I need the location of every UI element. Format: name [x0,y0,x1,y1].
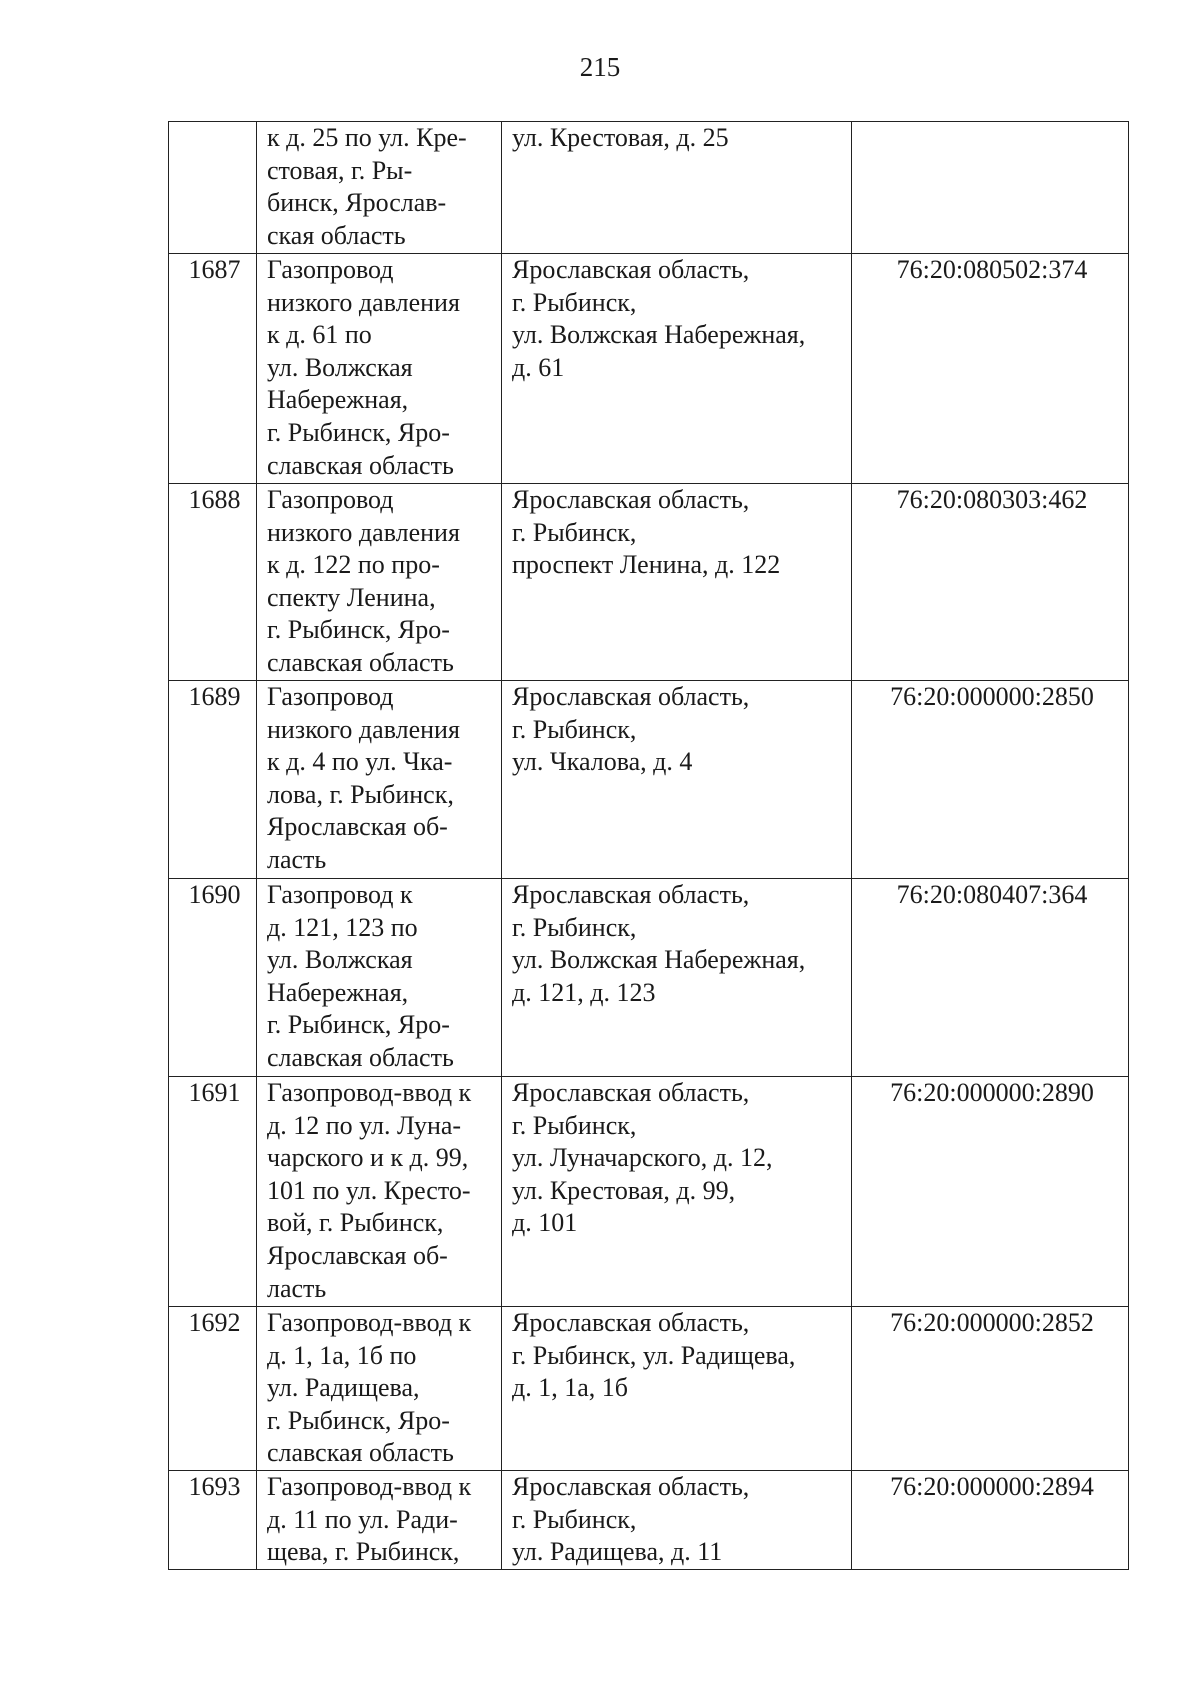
table-row [169,1471,1129,1570]
address-cell: Ярославская область, г. Рыбинск, проспект Ленина, д. 122 [502,484,852,681]
row-number-cell: 1693 [169,1471,257,1570]
row-number-cell: 1688 [169,484,257,681]
table-row [169,254,1129,484]
cadastral-number-cell: 76:20:000000:2890 [852,1077,1129,1307]
object-name-cell: Газопровод к д. 121, 123 по ул. Волжская Набережная, г. Рыбинск, Яро- славская область [257,879,502,1077]
table-row [169,122,1129,254]
object-name-cell: Газопровод низкого давления к д. 122 по про- спекту Ленина, г. Рыбинск, Яро- славская область [257,484,502,681]
row-number-cell: 1690 [169,879,257,1077]
table-row [169,1307,1129,1471]
address-cell: Ярославская область, г. Рыбинск, ул. Волжская Набережная, д. 61 [502,254,852,484]
address-cell: Ярославская область, г. Рыбинск, ул. Луначарского, д. 12, ул. Крестовая, д. 99, д. 101 [502,1077,852,1307]
register-table [168,121,1129,1570]
object-name-cell: Газопровод-ввод к д. 11 по ул. Ради- щева, г. Рыбинск, [257,1471,502,1570]
cadastral-number-cell: 76:20:080303:462 [852,484,1129,681]
object-name-cell: Газопровод-ввод к д. 1, 1а, 1б по ул. Радищева, г. Рыбинск, Яро- славская область [257,1307,502,1471]
row-number-cell: 1692 [169,1307,257,1471]
address-cell: ул. Крестовая, д. 25 [502,122,852,254]
cadastral-number-cell: 76:20:000000:2852 [852,1307,1129,1471]
object-name-cell: Газопровод-ввод к д. 12 по ул. Луна- чарского и к д. 99, 101 по ул. Кресто- вой, г. Рыбинск, Ярославская об- ласть [257,1077,502,1307]
address-cell: Ярославская область, г. Рыбинск, ул. Радищева, д. 1, 1а, 1б [502,1307,852,1471]
row-number-cell: 1689 [169,681,257,879]
table-row [169,484,1129,681]
cadastral-number-cell [852,122,1129,254]
object-name-cell: к д. 25 по ул. Кре- стовая, г. Ры- бинск, Ярослав- ская область [257,122,502,254]
cadastral-number-cell: 76:20:080407:364 [852,879,1129,1077]
cadastral-number-cell: 76:20:000000:2894 [852,1471,1129,1570]
table-row [169,1077,1129,1307]
cadastral-number-cell: 76:20:080502:374 [852,254,1129,484]
cadastral-number-cell: 76:20:000000:2850 [852,681,1129,879]
address-cell: Ярославская область, г. Рыбинск, ул. Волжская Набережная, д. 121, д. 123 [502,879,852,1077]
row-number-cell: 1691 [169,1077,257,1307]
page-number: 215 [579,52,621,82]
address-cell: Ярославская область, г. Рыбинск, ул. Чкалова, д. 4 [502,681,852,879]
object-name-cell: Газопровод низкого давления к д. 61 по ул. Волжская Набережная, г. Рыбинск, Яро- славская область [257,254,502,484]
table-row [169,879,1129,1077]
row-number-cell: 1687 [169,254,257,484]
address-cell: Ярославская область, г. Рыбинск, ул. Радищева, д. 11 [502,1471,852,1570]
object-name-cell: Газопровод низкого давления к д. 4 по ул. Чка- лова, г. Рыбинск, Ярославская об- ласть [257,681,502,879]
row-number-cell [169,122,257,254]
table-row [169,681,1129,879]
